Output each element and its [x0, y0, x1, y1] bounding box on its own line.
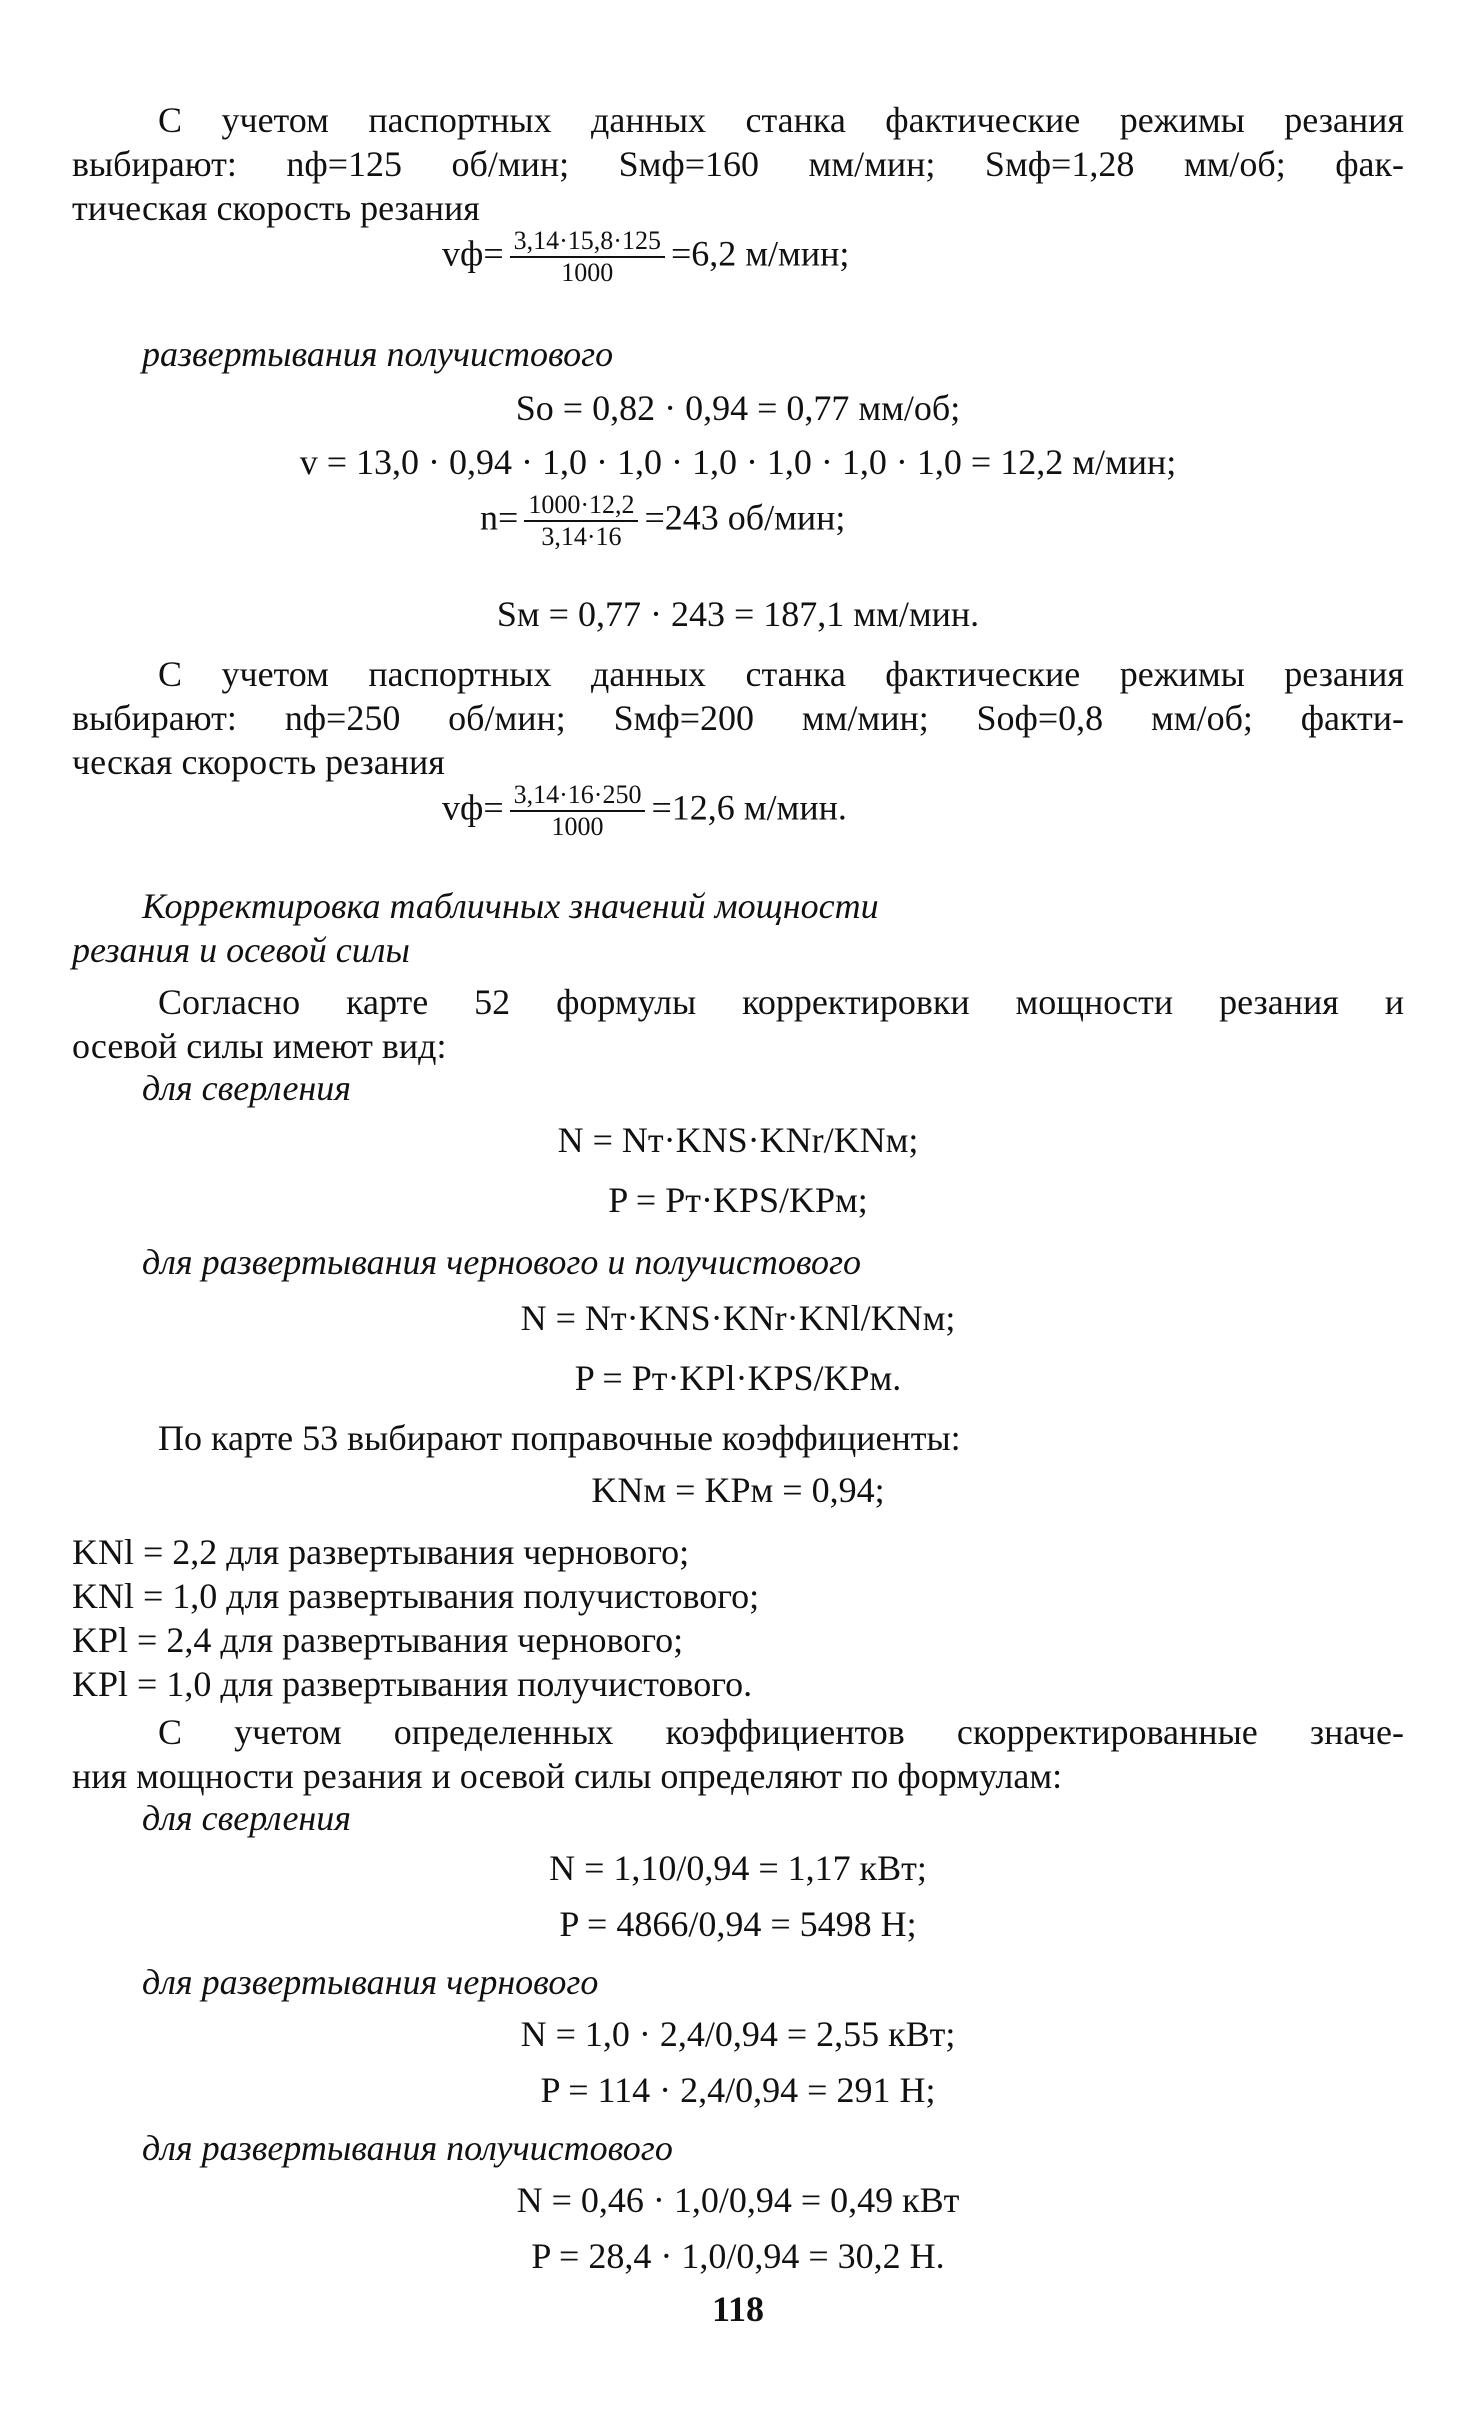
result-p-drilling: P = 4866/0,94 = 5498 Н; [559, 1904, 917, 1944]
formula-rhs: =243 об/мин; [644, 497, 846, 538]
formula-n-drilling: N = Nт·KNS·KNr/KNм; [557, 1120, 919, 1160]
formula-lhs: n= [480, 497, 519, 538]
numerator: 3,14·15,8·125 [510, 226, 665, 258]
formula-lhs: vф= [442, 787, 504, 828]
page-number: 118 [711, 2289, 764, 2329]
coef-item-3: KPl = 2,4 для развертывания чернового; [72, 1620, 684, 1660]
para1-line1: С учетом паспортных данных станка фактические режимы резания [158, 100, 1404, 140]
numerator: 3,14·16·250 [510, 780, 646, 812]
denominator: 3,14·16 [541, 522, 622, 551]
heading-reaming-semifinish-2: для развертывания получистового [142, 2128, 673, 2168]
para3-line1: Согласно карте 52 формулы корректировки мощности резания и [158, 982, 1404, 1022]
para4: По карте 53 выбирают поправочные коэффициенты: [158, 1418, 961, 1458]
result-n-drilling: N = 1,10/0,94 = 1,17 кВт; [549, 1848, 927, 1888]
coef-item-1: KNl = 2,2 для развертывания чернового; [72, 1532, 690, 1572]
denominator: 1000 [561, 258, 614, 287]
formula-lhs: vф= [442, 233, 504, 274]
para3-line2: осевой силы имеют вид: [72, 1026, 447, 1066]
result-n-semifinish: N = 0,46 · 1,0/0,94 = 0,49 кВт [516, 2180, 960, 2220]
formula-n-reaming: N = Nт·KNS·KNr·KNl/KNм; [520, 1298, 956, 1338]
numerator: 1000·12,2 [524, 490, 638, 522]
formula-k: KNм = KPм = 0,94; [591, 1470, 885, 1510]
fraction [510, 226, 665, 288]
formula-vf-2 [442, 780, 847, 842]
formula-so: Sо = 0,82 · 0,94 = 0,77 мм/об; [515, 388, 961, 428]
formula-p-reaming: P = Pт·KPl·KPS/KPм. [574, 1358, 902, 1398]
para1-line2: выбирают: nф=125 об/мин; Sмф=160 мм/мин; Sмф=1,28 мм/об; фак- [72, 144, 1404, 184]
coef-item-2: KNl = 1,0 для развертывания получистового; [72, 1576, 760, 1616]
para2-line3: ческая скорость резания [72, 742, 445, 782]
result-p-rough: P = 114 · 2,4/0,94 = 291 Н; [540, 2070, 936, 2110]
heading-reaming-semifinish: развертывания получистового [142, 334, 614, 374]
fraction [510, 780, 646, 842]
heading-drilling-2: для сверления [142, 1798, 352, 1838]
coef-item-4: KPl = 1,0 для развертывания получистового. [72, 1664, 753, 1704]
formula-p-drilling: P = Pт·KPS/KPм; [608, 1180, 868, 1220]
heading-reaming-rough-semifinish: для развертывания чернового и получистового [142, 1242, 862, 1282]
heading-reaming-rough: для развертывания чернового [142, 1962, 599, 2002]
denominator: 1000 [551, 812, 604, 841]
para2-line1: С учетом паспортных данных станка фактические режимы резания [158, 654, 1404, 694]
para1-line3: тическая скорость резания [72, 188, 480, 228]
result-p-semifinish: P = 28,4 · 1,0/0,94 = 30,2 Н. [531, 2236, 945, 2276]
formula-vf-1 [442, 226, 849, 288]
fraction [524, 490, 638, 552]
para5-line1: С учетом определенных коэффициентов скорректированные значе- [158, 1712, 1404, 1752]
result-n-rough: N = 1,0 · 2,4/0,94 = 2,55 кВт; [520, 2014, 956, 2054]
formula-rhs: =12,6 м/мин. [651, 787, 847, 828]
formula-sm: Sм = 0,77 · 243 = 187,1 мм/мин. [496, 594, 980, 634]
formula-rhs: =6,2 м/мин; [670, 233, 850, 274]
formula-n [480, 490, 845, 552]
section-heading-line1: Корректировка табличных значений мощности [142, 886, 879, 926]
document-page [72, 0, 1404, 2431]
section-heading-line2: резания и осевой силы [72, 930, 410, 970]
formula-v: v = 13,0 · 0,94 · 1,0 · 1,0 · 1,0 · 1,0 · 1,0 · 1,0 = 12,2 м/мин; [299, 442, 1177, 482]
heading-drilling: для сверления [142, 1068, 352, 1108]
para5-line2: ния мощности резания и осевой силы определяют по формулам: [72, 1756, 1063, 1796]
para2-line2: выбирают: nф=250 об/мин; Sмф=200 мм/мин; Soф=0,8 мм/об; факти- [72, 698, 1404, 738]
